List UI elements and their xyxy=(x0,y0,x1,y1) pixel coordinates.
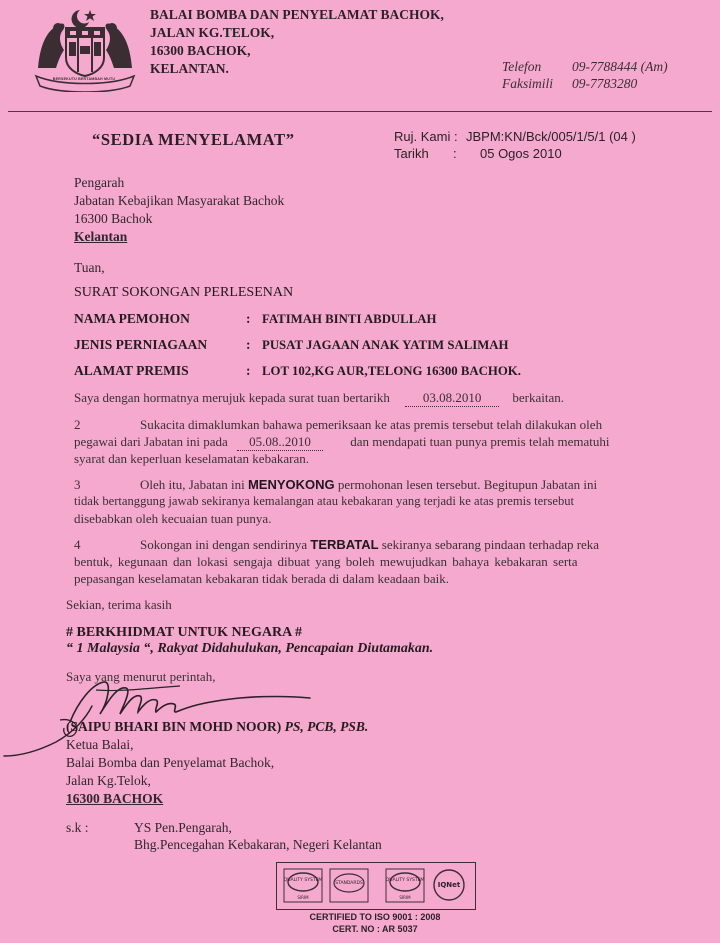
certification-badges xyxy=(276,862,476,910)
field-value-jenis-perniagaan: PUSAT JAGAAN ANAK YATIM SALIMAH xyxy=(262,338,509,352)
field-value-nama-pemohon: FATIMAH BINTI ABDULLAH xyxy=(262,312,437,326)
field-label-alamat-premis: ALAMAT PREMIS xyxy=(74,363,189,378)
recipient-address: Pengarah Jabatan Kebajikan Masyarakat Bachok 16300 Bachok Kelantan xyxy=(74,175,285,244)
paragraph-1: Saya dengan hormatnya merujuk kepada surat tuan bertarikh 03.08.2010 berkaitan. xyxy=(74,390,564,405)
paragraph-4-line-3: pepasangan keselamatan kebakaran tidak berada di dalam keadaan baik. xyxy=(74,571,450,586)
certificate-number: CERT. NO : AR 5037 xyxy=(332,924,418,934)
sk-line-1: YS Pen.Pengarah, xyxy=(134,820,232,835)
faksimili-label: Faksimili xyxy=(502,76,553,91)
closing: Sekian, terima kasih xyxy=(66,597,172,612)
quality-system-badge-icon xyxy=(283,868,323,903)
standards-badge-icon xyxy=(329,868,369,903)
svg-text:QUALITY SYSTEM: QUALITY SYSTEM xyxy=(385,878,425,883)
paragraph-2-line-1: Sukacita dimaklumkan bahawa pemeriksaan ke atas premis tersebut telah dilakukan oleh xyxy=(140,417,603,432)
tarikh-value: 05 Ogos 2010 xyxy=(480,146,562,161)
slogan-1-malaysia: “ 1 Malaysia “, Rakyat Didahulukan, Pencapaian Diutamakan. xyxy=(66,641,434,656)
telefon-label: Telefon xyxy=(502,59,542,74)
letterhead-address: BALAI BOMBA DAN PENYELAMAT BACHOK, JALAN KG.TELOK, 16300 BACHOK, KELANTAN. xyxy=(150,7,444,76)
ruj-value: JBPM:KN/Bck/005/1/5/1 (04 ) xyxy=(466,129,636,144)
menyokong-emphasis: MENYOKONG xyxy=(247,477,335,492)
header-divider xyxy=(8,111,712,112)
field-value-alamat-premis: LOT 102,KG AUR,TELONG 16300 BACHOK. xyxy=(262,364,521,378)
field-label-nama-pemohon: NAMA PEMOHON xyxy=(74,311,190,326)
field-colon: : xyxy=(246,337,251,352)
tarikh-colon: : xyxy=(453,146,457,161)
faksimili-value: 09-7783280 xyxy=(572,76,638,91)
paragraph-2-line-2: pegawai dari Jabatan ini pada 05.08..2010 dan mendapati tuan punya premis telah mematuhi xyxy=(74,434,610,449)
terbatal-emphasis: TERBATAL xyxy=(310,537,379,552)
reference-date: 03.08.2010 xyxy=(405,390,499,407)
paragraph-3-line-2: tidak bertanggung jawab sekiranya kemalangan atau kebakaran yang terjadi ke atas premis tersebut xyxy=(74,494,575,508)
paragraph-3-line-1: Oleh itu, Jabatan ini MENYOKONG permohonan lesen tersebut. Begitupun Jabatan ini xyxy=(140,477,598,492)
field-label-jenis-perniagaan: JENIS PERNIAGAAN xyxy=(74,337,208,352)
signatory-position: Ketua Balai, Balai Bomba dan Penyelamat Bachok, Jalan Kg.Telok, 16300 BACHOK xyxy=(66,737,275,806)
signoff: Saya yang menurut perintah, xyxy=(66,669,216,684)
slogan-berkhidmat: # BERKHIDMAT UNTUK NEGARA # xyxy=(66,625,302,640)
svg-text:IQNet: IQNet xyxy=(437,881,461,889)
inspection-date: 05.08..2010 xyxy=(237,434,323,451)
quality-system-badge-2-icon xyxy=(385,868,425,903)
paragraph-3-line-3: disebabkan oleh kecuaian tuan punya. xyxy=(74,511,272,526)
tarikh-label: Tarikh xyxy=(394,146,429,161)
ruj-label: Ruj. Kami : xyxy=(394,129,458,144)
iqnet-badge-icon xyxy=(429,868,469,903)
iso-certification: CERTIFIED TO ISO 9001 : 2008 xyxy=(309,912,441,922)
svg-text:SIRIM: SIRIM xyxy=(297,895,309,900)
salutation: Tuan, xyxy=(74,260,105,275)
svg-text:STANDARDS: STANDARDS xyxy=(335,881,363,886)
field-colon: : xyxy=(246,363,251,378)
sk-line-2: Bhg.Pencegahan Kebakaran, Negeri Kelantan xyxy=(134,837,382,852)
signatory-name-line: (SAIPU BHARI BIN MOHD NOOR) PS, PCB, PSB. xyxy=(66,719,369,734)
motto: “SEDIA MENYELAMAT” xyxy=(92,130,295,149)
paragraph-2-line-3: syarat dan keperluan keselamatan kebakaran. xyxy=(74,451,309,466)
svg-text:QUALITY SYSTEM: QUALITY SYSTEM xyxy=(283,878,323,883)
paragraph-2-number: 2 xyxy=(74,417,81,432)
field-colon: : xyxy=(246,311,251,326)
paragraph-4-line-1: Sokongan ini dengan sendirinya TERBATAL sekiranya sebarang pindaan terhadap reka xyxy=(140,537,600,552)
paragraph-3-number: 3 xyxy=(74,477,81,492)
paragraph-4-number: 4 xyxy=(74,537,81,552)
svg-text:SIRIM: SIRIM xyxy=(399,895,411,900)
paragraph-4-line-2: bentuk, kegunaan dan lokasi sengaja dibuat yang boleh mewujudkan bahaya kebakaran serta xyxy=(74,554,578,569)
crest-ribbon-text: BERSEKUTU BERTAMBAH MUTU xyxy=(52,77,116,81)
subject-line: SURAT SOKONGAN PERLESENAN xyxy=(74,285,294,300)
telefon-value: 09-7788444 (Am) xyxy=(572,59,668,74)
sk-label: s.k : xyxy=(66,820,89,835)
